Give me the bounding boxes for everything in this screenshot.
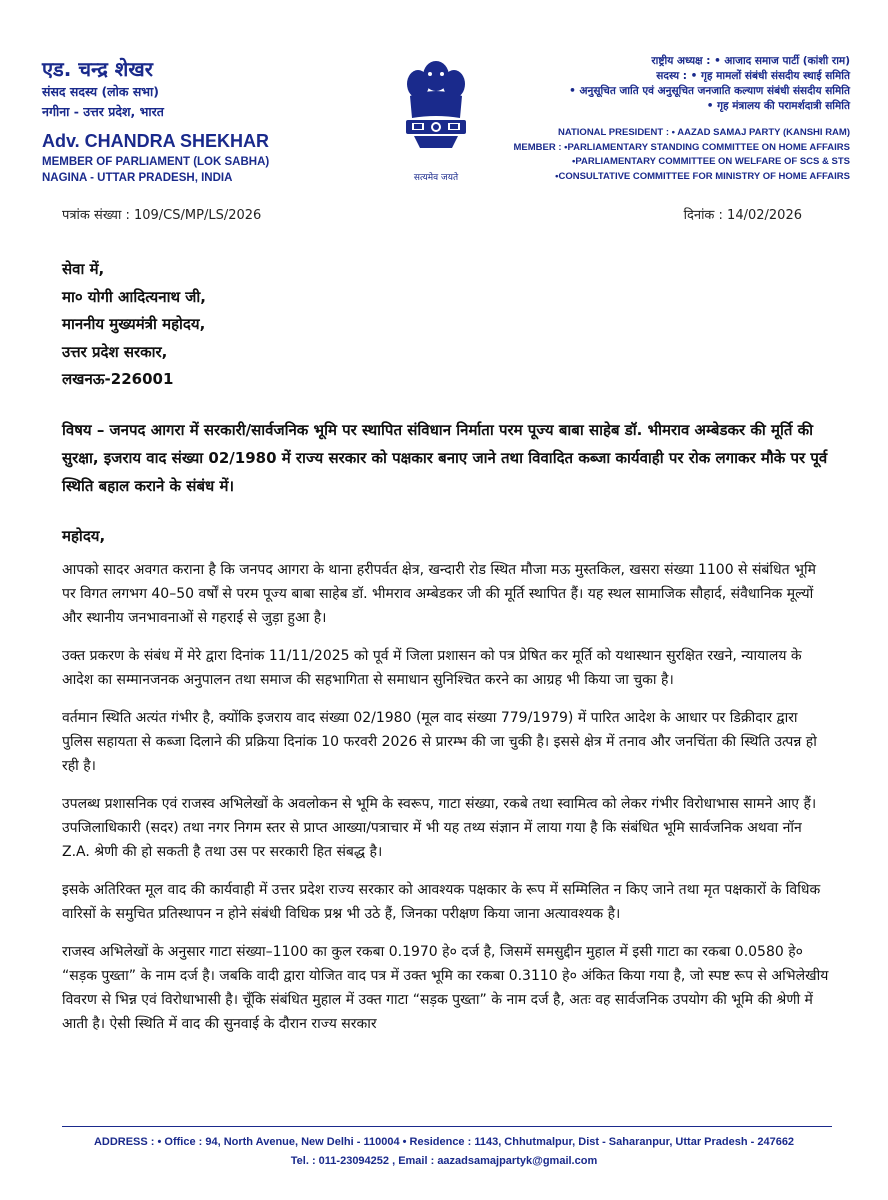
designation-hindi-3: • अनुसूचित जाति एवं अनुसूचित जनजाति कल्याण संबंधी संसदीय समिति bbox=[569, 85, 850, 97]
designation-english-4: •CONSULTATIVE COMMITTEE FOR MINISTRY OF HOME AFFAIRS bbox=[555, 170, 850, 182]
addressee-line: माननीय मुख्यमंत्री महोदय, bbox=[62, 315, 206, 333]
paragraph: वर्तमान स्थिति अत्यंत गंभीर है, क्योंकि इजराय वाद संख्या 02/1980 (मूल वाद संख्या 779/1979) में पारित आदेश के आधार पर डिक्रीदार द्वारा पुलिस सहायता से कब्जा दिलाने की प्रक्रिया दिनांक 10 फरवरी 2026 से प्रारम्भ की जा चुकी है। इससे क्षेत्र में तनाव और जनचिंता की स्थिति उत्पन्न हो रही है। bbox=[62, 709, 817, 774]
name-hindi: एड. चन्द्र शेखर bbox=[42, 57, 153, 81]
addressee-line: मा० योगी आदित्यनाथ जी, bbox=[62, 287, 206, 306]
designation-hindi-4: • गृह मंत्रालय की परामर्शदात्री समिति bbox=[706, 100, 850, 112]
reference-number: पत्रांक संख्या : 109/CS/MP/LS/2026 bbox=[62, 208, 262, 223]
letter-date: दिनांक : 14/02/2026 bbox=[683, 208, 802, 223]
subject-line: विषय – जनपद आगरा में सरकारी/सार्वजनिक भूमि पर स्थापित संविधान निर्माता परम पूज्य बाबा साहेब डॉ. भीमराव अम्बेडकर की मूर्ति की सुरक्षा, इजराय वाद संख्या 02/1980 में राज्य सरकार को पक्षकार बनाए जाने तथा विवादित कब्जा कार्यवाही पर रोक लगाकर मौके पर पूर्व स्थिति बहाल कराने के संबंध में। bbox=[62, 420, 828, 495]
addressee-line: लखनऊ-226001 bbox=[62, 370, 174, 388]
letter-body bbox=[62, 256, 832, 1050]
addressee-line: सेवा में, bbox=[62, 260, 105, 278]
designation-english-3: •PARLIAMENTARY COMMITTEE ON WELFARE OF SCS & STS bbox=[572, 156, 850, 167]
ashoka-emblem-icon bbox=[394, 56, 478, 164]
role-hindi: संसद सदस्य (लोक सभा) bbox=[42, 84, 160, 99]
salutation: महोदय, bbox=[62, 526, 106, 545]
designation-hindi-1: राष्ट्रीय अध्यक्ष : • आजाद समाज पार्टी (कांशी राम) bbox=[651, 55, 850, 67]
designation-english-1: NATIONAL PRESIDENT : • AAZAD SAMAJ PARTY (KANSHI RAM) bbox=[557, 127, 850, 138]
designation-english-2: MEMBER : •PARLIAMENTARY STANDING COMMITTEE ON HOME AFFAIRS bbox=[513, 141, 850, 153]
letterhead-left bbox=[42, 56, 362, 186]
footer-address: ADDRESS : • Office : 94, North Avenue, New Delhi - 110004 • Residence : 1143, Chhutmalpur, Dist - Saharanpur, Uttar Pradesh - 247662 bbox=[93, 1136, 795, 1148]
addressee-line: उत्तर प्रदेश सरकार, bbox=[62, 342, 168, 361]
paragraph: उपलब्ध प्रशासनिक एवं राजस्व अभिलेखों के अवलोकन से भूमि के स्वरूप, गाटा संख्या, रकबे तथा स्वामित्व को लेकर गंभीर विरोधाभास सामने आए हैं।उपजिलाधिकारी (सदर) तथा नगर निगम स्तर से प्राप्त आख्या/पत्राचार में भी यह तथ्य संज्ञान में लाया गया है कि संबंधित भूमि सार्वजनिक अथवा नॉन Z.A. श्रेणी की हो सकती है तथा उस पर सरकारी हित संबद्ध है। bbox=[62, 795, 817, 860]
footer-divider bbox=[62, 1126, 832, 1127]
designation-hindi-2: सदस्य : • गृह मामलों संबंधी संसदीय स्थाई समिति bbox=[656, 70, 850, 82]
name-english: Adv. CHANDRA SHEKHAR bbox=[42, 131, 270, 151]
place-english: NAGINA - UTTAR PRADESH, INDIA bbox=[42, 172, 233, 184]
letterhead bbox=[0, 0, 888, 200]
letterhead-right bbox=[500, 54, 850, 184]
paragraph: इसके अतिरिक्त मूल वाद की कार्यवाही में उत्तर प्रदेश राज्य सरकार को आवश्यक पक्षकार के रूप में सम्मिलित न किए जाने तथा मृत पक्षकारों के विधिक वारिसों के समुचित प्रतिस्थापन न होने संबंधी विधिक प्रश्न भी उठे हैं, जिनका परीक्षण किया जाना अत्यावश्यक है। bbox=[62, 881, 821, 922]
paragraphs bbox=[62, 558, 832, 1036]
national-emblem bbox=[390, 56, 482, 183]
place-hindi: नगीना - उत्तर प्रदेश, भारत bbox=[42, 104, 164, 119]
emblem-motto: सत्यमेव जयते bbox=[413, 173, 459, 183]
paragraph: आपको सादर अवगत कराना है कि जनपद आगरा के थाना हरीपर्वत क्षेत्र, खन्दारी रोड स्थित मौजा मऊ मुस्तकिल, खसरा संख्या 1100 से संबंधित भूमि पर विगत लगभग 40–50 वर्षों से परम पूज्य बाबा साहेब डॉ. भीमराव अम्बेडकर जी की मूर्ति स्थापित हैं। यह स्थल सामाजिक सौहार्द, संवैधानिक मूल्यों और स्थानीय जनभावनाओं से गहराई से जुड़ा हुआ है। bbox=[62, 561, 816, 626]
paragraph: राजस्व अभिलेखों के अनुसार गाटा संख्या–1100 का कुल रकबा 0.1970 हे० दर्ज है, जिसमें समसुद्दीन मुहाल में इसी गाटा का रकबा 0.0580 हे० “सड़क पुख्ता” के नाम दर्ज है। जबकि वादी द्वारा योजित वाद पत्र में उक्त भूमि का रकबा 0.3110 हे० अंकित किया गया है, जो स्पष्ट रूप से अभिलेखीय विवरण से भिन्न एवं विरोधाभासी है। चूँकि संबंधित मुहाल में उक्त गाटा “सड़क पुख्ता” के नाम दर्ज है, अतः वह सार्वजनिक उपयोग की भूमि की श्रेणी में आती है। ऐसी स्थिति में वाद की सुनवाई के दौरान राज्य सरकार bbox=[62, 943, 829, 1032]
paragraph: उक्त प्रकरण के संबंध में मेरे द्वारा दिनांक 11/11/2025 को पूर्व में जिला प्रशासन को पत्र प्रेषित कर मूर्ति को यथास्थान सुरक्षित रखने, न्यायालय के आदेश का सम्मानजनक अनुपालन तथा समाज की सहभागिता से समाधान सुनिश्चित करने का आग्रह भी किया जा चुका है। bbox=[62, 647, 802, 688]
footer-contact: Tel. : 011-23094252 , Email : aazadsamajpartyk@gmail.com bbox=[290, 1155, 598, 1167]
addressee-block bbox=[62, 256, 832, 394]
role-english: MEMBER OF PARLIAMENT (LOK SABHA) bbox=[42, 156, 270, 168]
